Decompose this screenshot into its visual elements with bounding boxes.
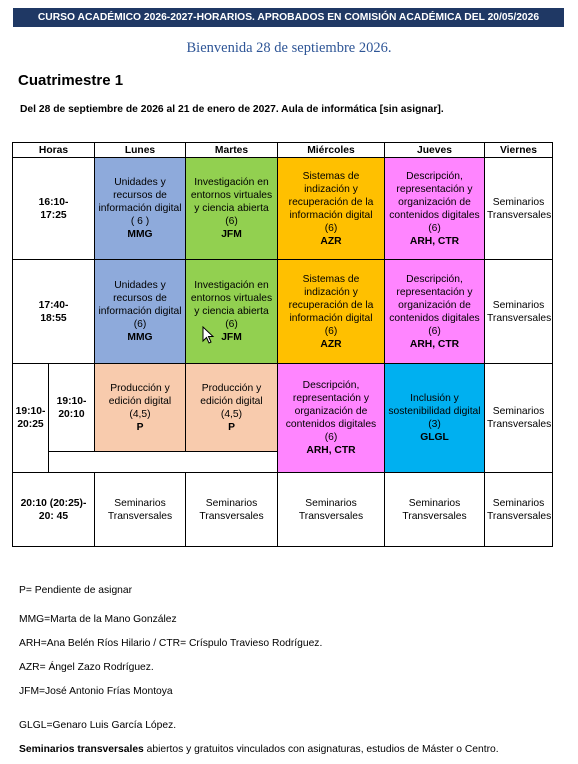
seminar-cell: Seminarios Transversales xyxy=(186,473,278,547)
legend-jfm: JFM=José Antonio Frías Montoya xyxy=(19,686,173,697)
course-professor: AZR xyxy=(320,235,342,247)
header-thursday: Jueves xyxy=(385,143,485,158)
table-row xyxy=(13,260,553,364)
course-title: Sistemas de indización y recuperación de la información digital xyxy=(288,170,374,221)
time-slot: 17:40- 18:55 xyxy=(13,260,95,364)
course-title: Producción y edición digital xyxy=(200,382,263,407)
course-cell xyxy=(95,158,186,260)
seminar-cell: Seminarios Transversales xyxy=(485,473,553,547)
time-slot-inner: 19:10- 20:10 xyxy=(49,364,95,452)
seminar-cell: Seminarios Transversales xyxy=(95,473,186,547)
course-professor: MMG xyxy=(127,332,153,343)
header-friday: Viernes xyxy=(485,143,553,158)
course-professor: P xyxy=(228,421,235,433)
course-credits: (6) xyxy=(133,319,147,330)
course-professor: ARH, CTR xyxy=(409,338,460,350)
course-credits: (4,5) xyxy=(220,408,243,420)
course-title: Descripción, representación y organización de contenidos digitales xyxy=(389,273,480,324)
legend-azr: AZR= Ángel Zazo Rodríguez. xyxy=(19,662,154,673)
semester-title: Cuatrimestre 1 xyxy=(18,72,124,89)
course-cell xyxy=(385,364,485,473)
course-title: Sistemas de indización y recuperación de la información digital xyxy=(288,273,374,324)
course-professor: MMG xyxy=(127,229,153,240)
course-professor: ARH, CTR xyxy=(409,235,460,247)
course-credits: ( 6 ) xyxy=(130,216,150,227)
course-credits: (3) xyxy=(428,419,441,430)
course-title: Investigación en entornos virtuales y ciencia abierta xyxy=(190,177,273,214)
mouse-cursor-icon xyxy=(202,326,216,346)
course-credits: (6) xyxy=(324,432,338,443)
legend-seminars xyxy=(19,744,499,755)
course-credits: (4,5) xyxy=(129,408,151,420)
course-cell xyxy=(186,158,278,260)
course-credits: (6) xyxy=(324,222,338,234)
course-title: Investigación en entornos virtuales y ciencia abierta xyxy=(190,280,273,317)
table-row xyxy=(13,473,553,547)
header-hours: Horas xyxy=(13,143,95,158)
legend-seminars-bold: Seminarios transversales xyxy=(19,744,144,755)
course-professor: JFM xyxy=(221,229,242,240)
header-tuesday: Martes xyxy=(186,143,278,158)
time-slot: 20:10 (20:25)- 20: 45 xyxy=(13,473,95,547)
legend-p: P= Pendiente de asignar xyxy=(19,585,133,596)
legend-seminars-rest: abiertos y gratuitos vinculados con asignaturas, estudios de Máster o Centro. xyxy=(143,744,499,755)
course-professor: AZR xyxy=(320,338,342,350)
course-cell xyxy=(278,158,385,260)
course-cell xyxy=(186,364,278,452)
course-title: Unidades y recursos de información digital xyxy=(98,177,182,214)
header-wednesday: Miércoles xyxy=(278,143,385,158)
course-cell xyxy=(186,260,278,364)
course-credits: (6) xyxy=(225,319,238,330)
header-monday: Lunes xyxy=(95,143,186,158)
seminar-cell: Seminarios Transversales xyxy=(385,473,485,547)
course-title: Unidades y recursos de información digital xyxy=(98,280,182,317)
table-row xyxy=(13,158,553,260)
seminar-cell: Seminarios Transversales xyxy=(485,364,553,473)
course-title: Descripción, representación y organización de contenidos digitales xyxy=(389,170,480,221)
table-row xyxy=(13,364,553,452)
course-credits: (6) xyxy=(428,222,441,234)
schedule-table xyxy=(12,142,553,547)
period-line: Del 28 de septiembre de 2026 al 21 de enero de 2027. Aula de informática [sin asignar]. xyxy=(20,104,444,115)
course-title: Producción y edición digital xyxy=(108,382,172,407)
welcome-line: Bienvenida 28 de septiembre 2026. xyxy=(186,40,392,56)
course-cell xyxy=(385,158,485,260)
course-credits: (6) xyxy=(225,216,238,227)
seminar-cell: Seminarios Transversales xyxy=(485,158,553,260)
time-slot: 16:10- 17:25 xyxy=(13,158,95,260)
course-cell xyxy=(95,260,186,364)
seminar-cell: Seminarios Transversales xyxy=(485,260,553,364)
course-credits: (6) xyxy=(324,325,338,337)
header-banner: CURSO ACADÉMICO 2026-2027-HORARIOS. APROBADOS EN COMISIÓN ACADÉMICA DEL 20/05/2026 xyxy=(13,8,564,27)
course-cell xyxy=(385,260,485,364)
seminar-cell: Seminarios Transversales xyxy=(278,473,385,547)
course-cell xyxy=(278,260,385,364)
course-professor: P xyxy=(136,421,144,433)
course-professor: GLGL xyxy=(420,432,449,443)
legend-mmg: MMG=Marta de la Mano González xyxy=(19,614,177,625)
course-professor: JFM xyxy=(221,332,242,343)
course-cell xyxy=(95,364,186,452)
empty-cell xyxy=(49,452,278,473)
course-title: Descripción, representación y organización de contenidos digitales xyxy=(285,380,377,430)
header-row xyxy=(13,143,553,158)
course-title: Inclusión y sostenibilidad digital xyxy=(388,393,481,417)
legend-arh-ctr: ARH=Ana Belén Ríos Hilario / CTR= Críspulo Travieso Rodríguez. xyxy=(19,638,323,649)
course-professor: ARH, CTR xyxy=(306,445,356,456)
time-slot-outer: 19:10- 20:25 xyxy=(13,364,49,473)
legend-glgl: GLGL=Genaro Luis García López. xyxy=(19,720,177,731)
course-credits: (6) xyxy=(428,325,441,337)
course-cell xyxy=(278,364,385,473)
